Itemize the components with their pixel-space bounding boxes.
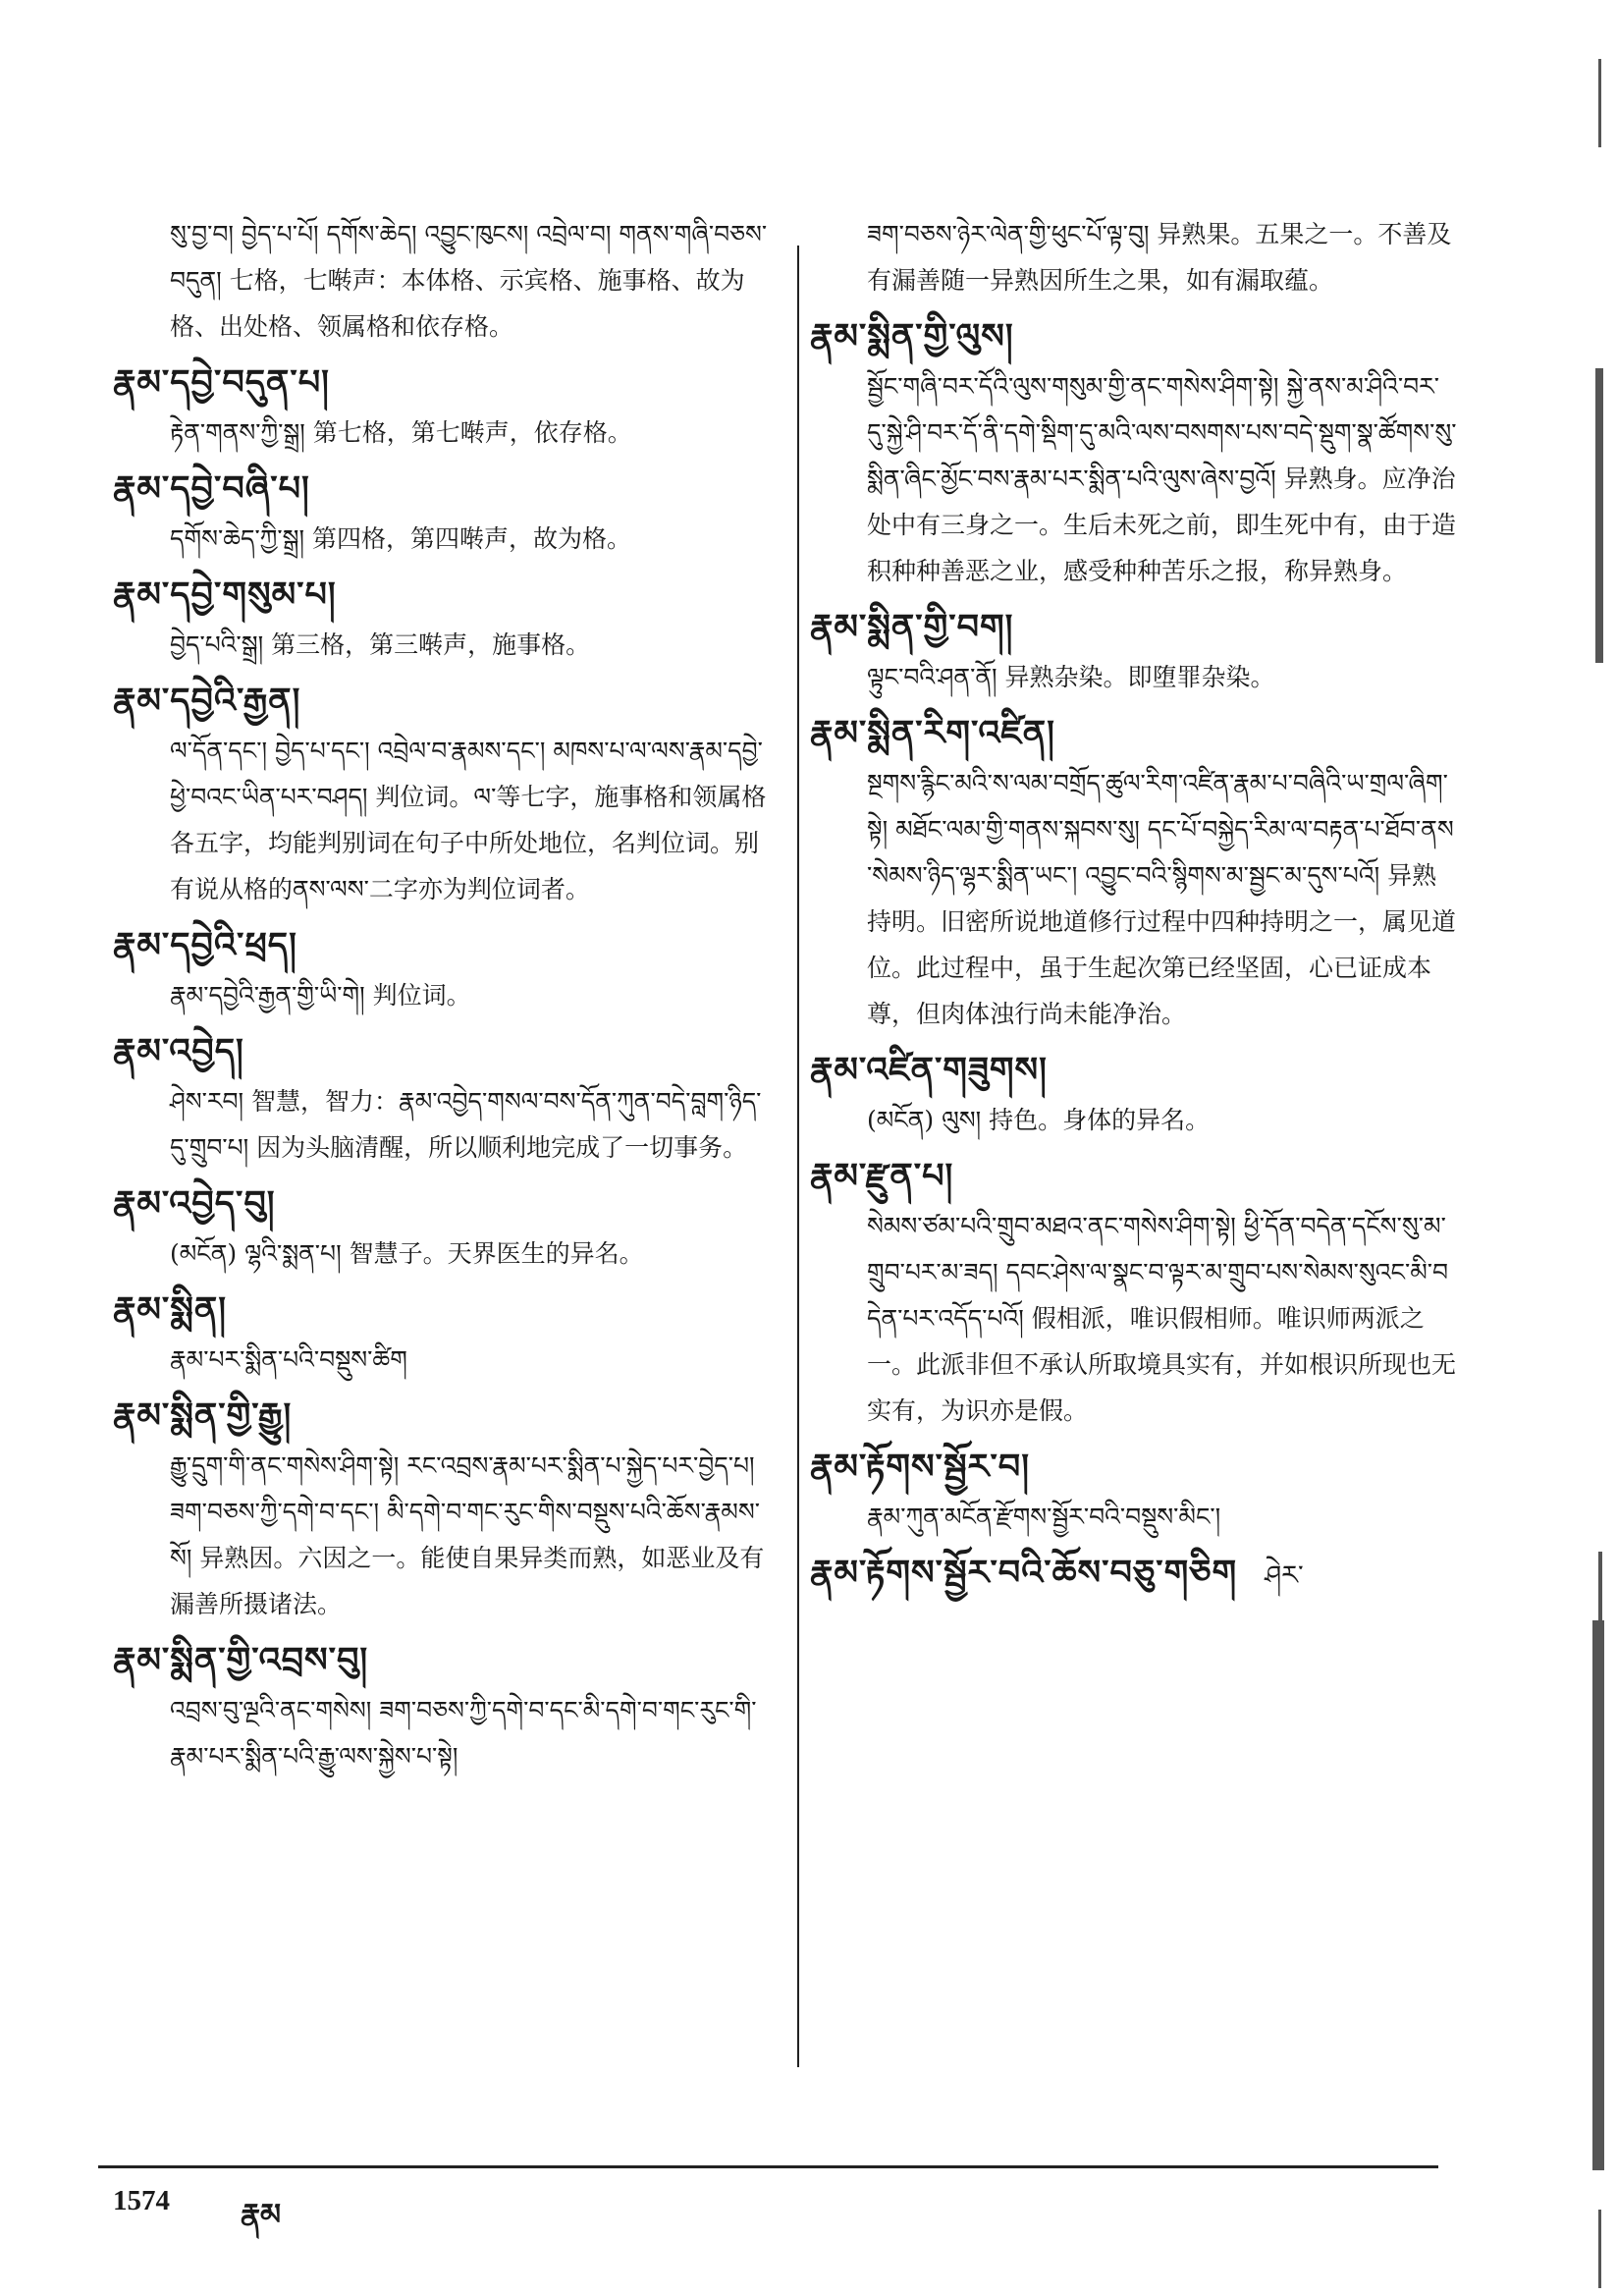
- dictionary-entry: [810, 604, 1458, 700]
- entry-definition: དགོས་ཆེད་ཀྱི་སྒྲ། 第四格，第四啭声，故为格。: [170, 524, 631, 553]
- scan-edge-mark: [1598, 2210, 1601, 2288]
- entry-definition: སེམས་ཙམ་པའི་གྲུབ་མཐའ་ནང་གསེས་ཤིག་སྟེ། ཕྱི་དོན་བདེན་དངོས་སུ་མ་གྲུབ་པར་མ་ཟད། དབང་ཤེས་ལ་སྣང་བ་ལྟར་མ་གྲུབ་པས་སེམས་སུའང་མི་བདེན་པར་འདོད་པའོ། 假相派，唯识假相师。唯识师两派之一。此派非但不承认所取境具实有，并如根识所现也无实有，为识亦是假。: [867, 1212, 1457, 1425]
- entry-definition: ལྟུང་བའི་ཤན་ནོ། 异熟杂染。即堕罪杂染。: [867, 663, 1275, 691]
- dictionary-entry: [113, 1180, 771, 1277]
- entry-definition: རྒྱུ་དྲུག་གི་ནང་གསེས་ཤིག་སྟེ། རང་འབྲས་རྣམ་པར་སྨིན་པ་སྐྱེད་པར་བྱེད་པ། ཟག་བཅས་ཀྱི་དགེ་བ་དང་། མི་དགེ་བ་གང་རུང་གིས་བསྡུས་པའི་ཆོས་རྣམས་སོ། 异熟因。六因之一。能使自果异类而熟，如恶业及有漏善所摄诸法。: [170, 1451, 765, 1618]
- entry-definition: རྣམ་ཀུན་མངོན་རྫོགས་སྦྱོར་བའི་བསྡུས་མིང་།: [867, 1503, 1221, 1531]
- scan-edge-mark: [1592, 1620, 1604, 2170]
- entry-headword: རྣམ་དབྱེའི་རྒྱན།: [113, 681, 301, 721]
- dictionary-entry: [810, 1444, 1458, 1540]
- entry-definition: རྣམ་དབྱེའི་རྒྱན་གྱི་ཡི་གེ། 判位词。: [170, 981, 471, 1010]
- column-divider: [797, 246, 799, 2067]
- entry-headword: རྣམ་རྟོགས་སྦྱོར་བའི་ཆོས་བཅུ་གཅིག: [810, 1553, 1238, 1593]
- entry-headword: རྣམ་རྫུན་པ།: [810, 1156, 954, 1196]
- scan-edge-mark: [1598, 59, 1601, 147]
- dictionary-entry: [113, 678, 771, 912]
- dictionary-entry: [810, 1153, 1458, 1434]
- entry-definition: (མངོན) ལྷའི་སྨན་པ། 智慧子。天界医生的异名。: [170, 1239, 644, 1268]
- dictionary-entry: [113, 922, 771, 1018]
- dictionary-entry: [810, 211, 1458, 303]
- entry-headword: རྣམ་དབྱེ་གསུམ་པ།: [113, 574, 337, 615]
- dictionary-entry: [113, 359, 771, 456]
- entry-definition: སྔགས་རྙིང་མའི་ས་ལམ་བགྲོད་ཚུལ་རིག་འཛིན་རྣམ་པ་བཞིའི་ཡ་གྲལ་ཞིག་སྟེ། མཐོང་ལམ་གྱི་གནས་སྐབས་སུ། དང་པོ་བསྐྱེད་རིམ་ལ་བརྟན་པ་ཐོབ་ནས་སེམས་ཉིད་ལྷར་སྨིན་ཡང་། འབྱུང་བའི་སྙིགས་མ་སྦྱང་མ་དུས་པའོ། 异熟持明。旧密所说地道修行过程中四种持明之一，属见道位。此过程中，虽于生起次第已经坚固，心已证成本尊，但肉体浊行尚未能净治。: [867, 769, 1457, 1028]
- entry-headword: རྣམ་དབྱེའི་ཕྲད།: [113, 925, 297, 965]
- dictionary-entry: [113, 1393, 771, 1627]
- entry-definition: སྦྱོང་གཞི་བར་དོའི་ལུས་གསུམ་གྱི་ནང་གསེས་ཤིག་སྟེ། སྐྱེ་ནས་མ་ཤིའི་བར་དུ་སྐྱེ་ཤི་བར་དོ་ནི་དགེ་སྡིག་དུ་མའི་ལས་བསགས་པས་བདེ་སྡུག་སྣ་ཚོགས་སུ་སྨིན་ཞིང་མྱོང་བས་རྣམ་པར་སྨིན་པའི་ལུས་ཞེས་བྱའོ། 异熟身。应净治处中有三身之一。生后未死之前，即生死中有，由于造积种种善恶之业，感受种种苦乐之报，称异熟身。: [867, 372, 1457, 585]
- entry-headword: རྣམ་སྨིན་གྱི་འབྲས་བུ།: [113, 1640, 369, 1680]
- entry-headword: རྣམ་འབྱེད་བུ།: [113, 1183, 276, 1224]
- running-head: རྣམ: [241, 2198, 282, 2232]
- footer-rule: [98, 2165, 1438, 2168]
- entry-definition: འབྲས་བུ་ལྔའི་ནང་གསེས། ཟག་བཅས་ཀྱི་དགེ་བ་དང་མི་དགེ་བ་གང་རུང་གི་རྣམ་པར་སྨིན་པའི་རྒྱུ་ལས་སྐྱེས་པ་སྟེ།: [170, 1696, 757, 1771]
- left-column: [113, 211, 771, 1789]
- entry-headword: རྣམ་སྨིན་གྱི་ལུས།: [810, 316, 1014, 356]
- entry-headword: རྣམ་སྨིན་རིག་འཛིན།: [810, 713, 1055, 753]
- entry-definition: ཤེར་: [1265, 1560, 1304, 1591]
- entry-definition: ཤེས་རབ། 智慧，智力：རྣམ་འབྱེད་གསལ་བས་དོན་ཀུན་བདེ་བླག་ཉིད་དུ་གྲུབ་པ། 因为头脑清醒，所以顺利地完成了一切事务。: [170, 1087, 762, 1162]
- entry-headword: རྣམ་སྨིན་གྱི་རྒྱུ།: [113, 1395, 293, 1436]
- entry-headword: རྣམ་འཛིན་གཟུགས།: [810, 1050, 1048, 1090]
- dictionary-entry: [113, 465, 771, 562]
- entry-headword: རྣམ་རྟོགས་སྦྱོར་བ།: [810, 1447, 1030, 1487]
- entry-headword: རྣམ་སྨིན།: [113, 1289, 228, 1330]
- right-column: [810, 211, 1458, 1610]
- dictionary-entry: [810, 313, 1458, 594]
- entry-headword: རྣམ་དབྱེ་བདུན་པ།: [113, 362, 330, 403]
- page-number: 1574: [113, 2185, 170, 2216]
- entry-definition: ཟག་བཅས་ཉེར་ལེན་གྱི་ཕུང་པོ་ལྟ་བུ། 异熟果。五果之一。不善及有漏善随一异熟因所生之果，如有漏取蕴。: [867, 220, 1452, 295]
- entry-definition: རྟེན་གནས་ཀྱི་སྒྲ། 第七格，第七啭声，依存格。: [170, 418, 632, 447]
- dictionary-entry: [113, 572, 771, 668]
- scan-edge-mark: [1595, 368, 1603, 663]
- dictionary-entry: [810, 1550, 1458, 1600]
- dictionary-entry: [113, 1028, 771, 1171]
- entry-definition: རྣམ་པར་སྨིན་པའི་བསྡུས་ཚིག: [170, 1345, 407, 1374]
- entry-definition: ལ་དོན་དང་། བྱེད་པ་དང་། འབྲེལ་བ་རྣམས་དང་། མཁས་པ་ལ་ལས་རྣམ་དབྱེ་ཕྱེ་བའང་ཡིན་པར་བཤད། 判位词。ལ་等七字，施事格和领属格各五字，均能判别词在句子中所处地位，名判位词。别有说从格的ནས་ལས་二字亦为判位词者。: [170, 737, 767, 903]
- dictionary-entry: [810, 710, 1458, 1037]
- entry-definition: བྱེད་པའི་སྒྲ། 第三格，第三啭声，施事格。: [170, 630, 591, 659]
- entry-definition: (མངོན) ལུས། 持色。身体的异名。: [867, 1106, 1211, 1134]
- entry-headword: རྣམ་འབྱེད།: [113, 1031, 244, 1071]
- entry-definition: སུ་བྱ་བ། བྱེད་པ་པོ། དགོས་ཆེད། འབྱུང་ཁུངས། འབྲེལ་བ། གནས་གཞི་བཅས་བདུན། 七格，七啭声：本体格、示宾格、施事格、故为格、出处格、领属格和依存格。: [170, 220, 768, 341]
- entry-headword: རྣམ་དབྱེ་བཞི་པ།: [113, 468, 310, 509]
- entry-headword: རྣམ་སྨིན་གྱི་བག།: [810, 607, 1014, 647]
- dictionary-entry: [113, 1286, 771, 1383]
- dictionary-entry: [810, 1047, 1458, 1143]
- dictionary-entry: [113, 211, 771, 350]
- dictionary-entry: [113, 1637, 771, 1779]
